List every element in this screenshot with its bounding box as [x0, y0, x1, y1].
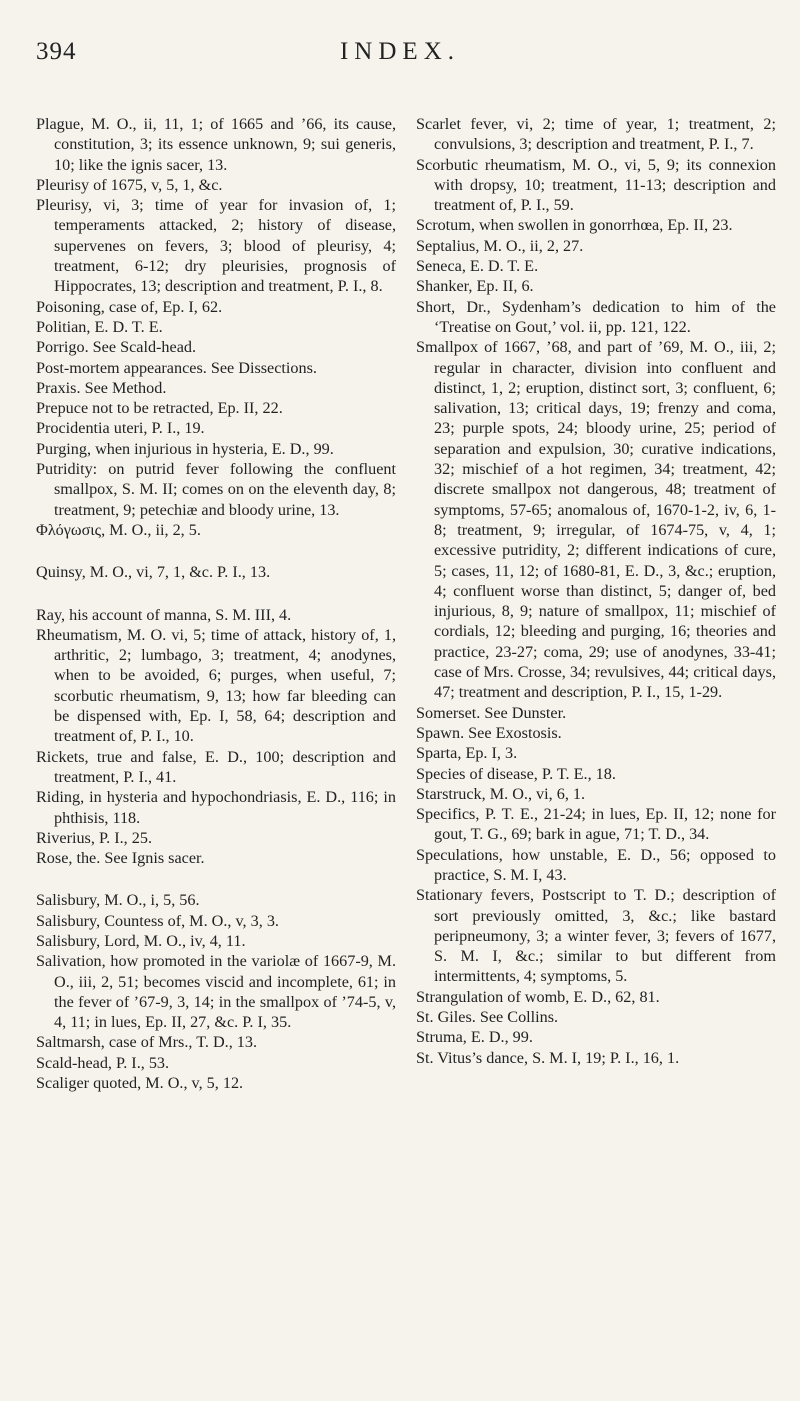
index-entry: Specifics, P. T. E., 21-24; in lues, Ep. II, 12; none for gout, T. G., 69; bark in ague, 71; T. D., 34.: [416, 805, 776, 844]
index-entry: Pleurisy of 1675, v, 5, 1, &c.: [36, 175, 223, 194]
index-entry: St. Giles. See Collins.: [416, 1008, 559, 1027]
index-entry: Saltmarsh, case of Mrs., T. D., 13.: [36, 1033, 258, 1052]
index-entry: Sparta, Ep. I, 3.: [416, 744, 518, 763]
index-entry: Salisbury, M. O., i, 5, 56.: [36, 891, 200, 910]
index-entry: Prepuce not to be retracted, Ep. II, 22.: [36, 399, 283, 418]
index-entry: Shanker, Ep. II, 6.: [416, 277, 534, 296]
index-entry: Septalius, M. O., ii, 2, 27.: [416, 236, 584, 255]
index-entry: Strangulation of womb, E. D., 62, 81.: [416, 987, 660, 1006]
index-entry: Scrotum, when swollen in gonorrhœa, Ep. II, 23.: [416, 216, 733, 235]
index-entry: Φλόγωσις, M. O., ii, 2, 5.: [36, 520, 201, 539]
index-entry: Putridity: on putrid fever following the confluent smallpox, S. M. II; comes on on the eleventh day, 8; treatment, 9; petechiæ and bloody urine, 13.: [36, 460, 396, 519]
index-entry: Short, Dr., Sydenham’s dedication to him of the ‘Treatise on Gout,’ vol. ii, pp. 121, 122.: [416, 297, 776, 336]
index-entry: Scarlet fever, vi, 2; time of year, 1; treatment, 2; convulsions, 3; description and treatment, P. I., 7.: [416, 115, 776, 154]
index-entry: Stationary fevers, Postscript to T. D.; description of sort previously omitted, 3, &c.; like bastard peripneumony, 3; a winter fever, 3; fevers of 1677, S. M. I, &c.; similar to but different from intermittents, 4; symptoms, 5.: [416, 886, 776, 986]
running-title: INDEX.: [339, 38, 460, 65]
index-entry: Rose, the. See Ignis sacer.: [36, 849, 205, 868]
index-entry: Riverius, P. I., 25.: [36, 828, 153, 847]
index-entry: Rickets, true and false, E. D., 100; description and treatment, P. I., 41.: [36, 747, 396, 786]
index-entry: Species of disease, P. T. E., 18.: [416, 764, 616, 783]
index-entry: Struma, E. D., 99.: [416, 1028, 533, 1047]
index-entry: Riding, in hysteria and hypochondriasis, E. D., 116; in phthisis, 118.: [36, 788, 396, 827]
index-entry: Post-mortem appearances. See Dissections.: [36, 358, 317, 377]
index-entry: Quinsy, M. O., vi, 7, 1, &c. P. I., 13.: [36, 563, 271, 582]
index-entry: Speculations, how unstable, E. D., 56; opposed to practice, S. M. I, 43.: [416, 845, 776, 884]
index-entry: Plague, M. O., ii, 11, 1; of 1665 and ’66, its cause, constitution, 3; its essence unknown, 9; sui generis, 10; like the ignis sacer, 13.: [36, 115, 396, 174]
index-entry: Pleurisy, vi, 3; time of year for invasion of, 1; temperaments attacked, 2; history of disease, supervenes on fevers, 3; blood of pleurisy, 4; treatment, 6-12; dry pleurisies, prognosis of Hippocrates, 13; description and treatment, P. I., 8.: [36, 196, 396, 296]
index-entry: Somerset. See Dunster.: [416, 703, 567, 722]
index-entry: Porrigo. See Scald-head.: [36, 338, 197, 357]
index-entry: Salisbury, Lord, M. O., iv, 4, 11.: [36, 931, 246, 950]
index-entry: Starstruck, M. O., vi, 6, 1.: [416, 784, 586, 803]
index-entry: Praxis. See Method.: [36, 378, 167, 397]
index-entry: Rheumatism, M. O. vi, 5; time of attack, history of, 1, arthritic, 2; lumbago, 3; treatment, 4; anodynes, when to be avoided, 6; purges, when useful, 7; scorbutic rheumatism, 9, 13; how far bleeding can be dispensed with, Ep. I, 58, 64; description and treatment of, P. I., 10.: [36, 625, 396, 746]
right-column: [416, 114, 776, 1068]
index-entry: Politian, E. D. T. E.: [36, 317, 163, 336]
index-entry: Seneca, E. D. T. E.: [416, 257, 539, 276]
index-entry: Poisoning, case of, Ep. I, 62.: [36, 297, 223, 316]
page-number: 394: [36, 38, 77, 65]
index-entry: Salisbury, Countess of, M. O., v, 3, 3.: [36, 911, 279, 930]
index-entry: Smallpox of 1667, ’68, and part of ’69, M. O., iii, 2; regular in character, division into confluent and distinct, 1, 2; eruption, distinct sort, 3; confluent, 6; salivation, 13; critical days, 19; frenzy and coma, 23; purple spots, 24; bloody urine, 25; period of separation and expulsion, 30; curative indications, 32; mischief of a hot regimen, 34; treatment, 42; discrete smallpox not dangerous, 48; treatment of symptoms, 57-65; anomalous of, 1670-1-2, iv, 6, 1-8; treatment, 9; irregular, of 1674-75, v, 4, 1; excessive putridity, 2; different indications of cure, 5; cases, 11, 12; of 1680-81, E. D., 3, &c.; eruption, 4; confluent worse than distinct, 5; danger of, bed injurious, 8, 9; nature of smallpox, 11; mischief of cordials, 12; bleeding and purging, 16; theories and practice, 23-27; coma, 29; use of anodynes, 33-41; case of Mrs. Crosse, 34; revulsives, 44; critical days, 47; treatment and description, P. I., 15, 1-29.: [416, 338, 776, 702]
index-entry: St. Vitus’s dance, S. M. I, 19; P. I., 16, 1.: [416, 1048, 680, 1067]
index-entry: Scaliger quoted, M. O., v, 5, 12.: [36, 1074, 244, 1093]
index-entry: Procidentia uteri, P. I., 19.: [36, 419, 205, 438]
index-entry: Scorbutic rheumatism, M. O., vi, 5, 9; its connexion with dropsy, 10; treatment, 11-13; description and treatment of, P. I., 59.: [416, 155, 776, 215]
index-entry: Spawn. See Exostosis.: [416, 723, 562, 742]
page-header: [0, 38, 800, 78]
index-entry: Purging, when injurious in hysteria, E. D., 99.: [36, 439, 334, 458]
index-entry: Salivation, how promoted in the variolæ of 1667-9, M. O., iii, 2, 51; becomes viscid and incomplete, 61; in the fever of ’67-9, 3, 14; in the smallpox of ’74-5, v, 4, 11; in lues, Ep. II, 27, &c. P. I, 35.: [36, 952, 396, 1032]
index-entry: Scald-head, P. I., 53.: [36, 1053, 170, 1072]
left-column: [36, 114, 396, 1093]
index-entry: Ray, his account of manna, S. M. III, 4.: [36, 605, 292, 624]
